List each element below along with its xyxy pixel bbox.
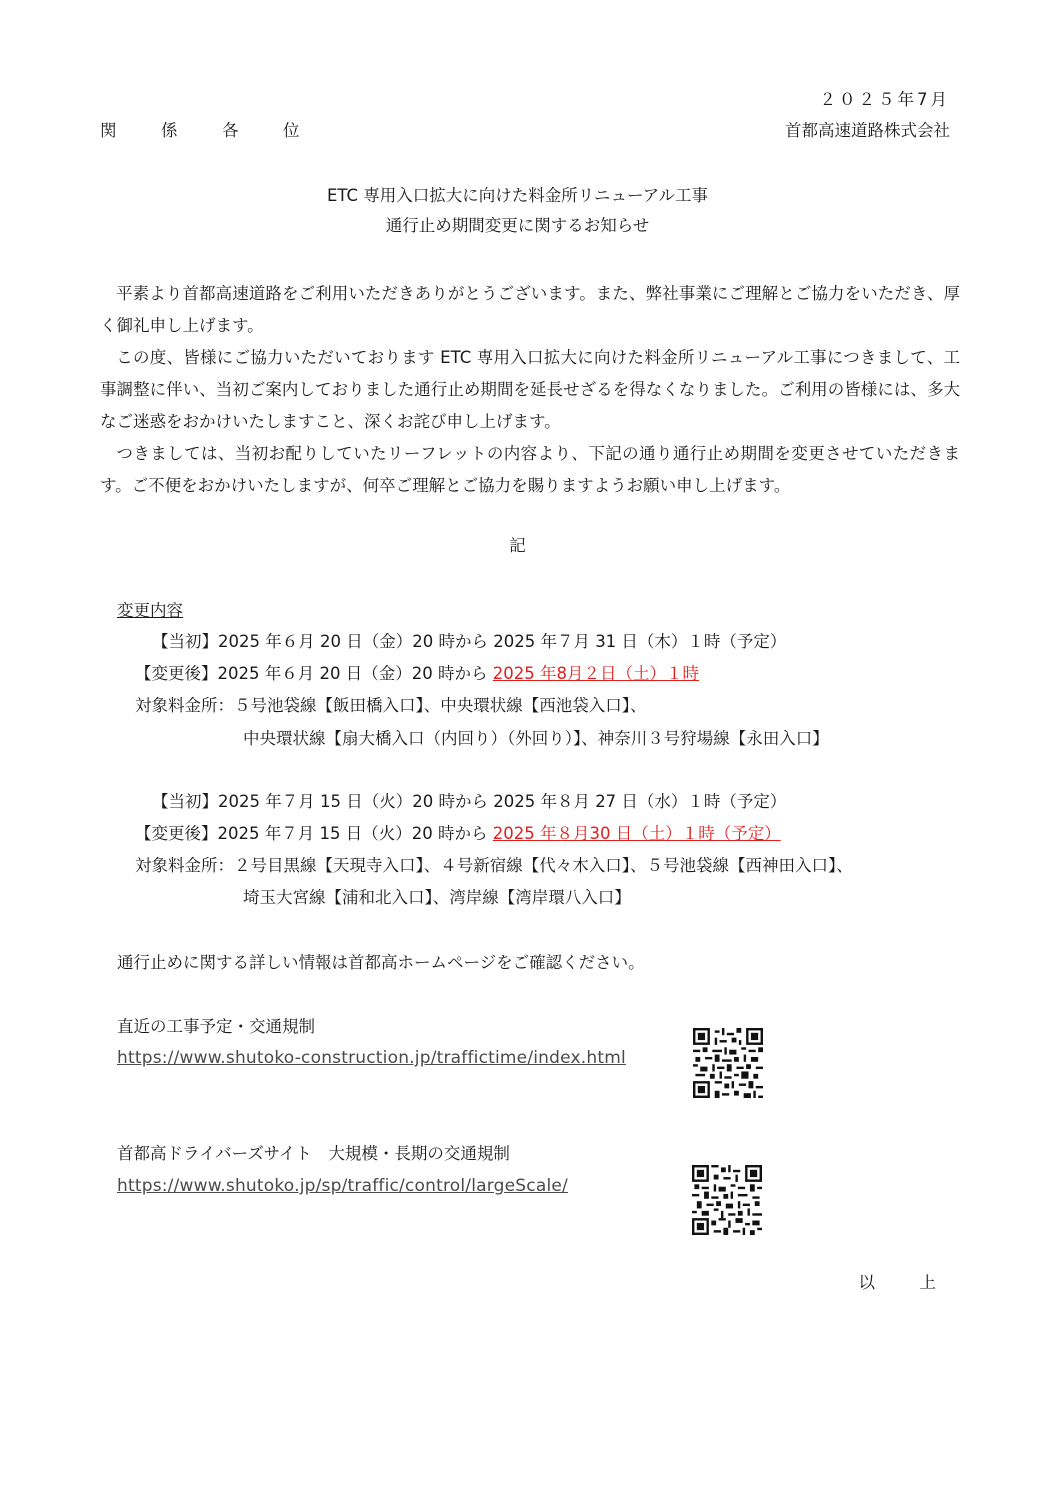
block2-revised-highlight: 2025 年８月30 日（土）１時（予定）: [492, 824, 781, 843]
block2-revised-period: [135, 826, 781, 843]
block2-revised-prefix: 【変更後】2025 年７月 15 日（火）20 時から: [135, 824, 493, 843]
ki-heading: 記: [509, 536, 526, 555]
addressee: 関 係 各 位: [100, 121, 314, 140]
link1-url[interactable]: https://www.shutoko-construction.jp/traffictime/index.html: [117, 1048, 626, 1068]
block1-original-period: 【当初】2025 年６月 20 日（金）20 時から 2025 年７月 31 日（木）１時（予定）: [152, 632, 787, 651]
qr-code-icon: [693, 1028, 763, 1098]
body-paragraph-1-text: 平素より首都高速道路をご利用いただきありがとうございます。また、弊社事業にご理解とご協力をいただき、厚く御礼申し上げます。: [100, 284, 960, 335]
block1-revised-highlight: 2025 年8月２日（土）１時: [492, 664, 699, 683]
body-paragraph-3: [100, 438, 960, 502]
link1-label: 直近の工事予定・交通規制: [117, 1017, 315, 1036]
qr-code-icon: [692, 1165, 762, 1235]
body-paragraph-3-text: つきましては、当初お配りしていたリーフレットの内容より、下記の通り通行止め期間を変更させていただきます。ご不便をおかけいたしますが、何卒ご理解とご協力を賜りますようお願い申し上げます。: [100, 444, 960, 495]
block1-revised-prefix: 【変更後】2025 年６月 20 日（金）20 時から: [135, 664, 493, 683]
block2-targets-line-2: 埼玉大宮線【浦和北入口】、湾岸線【湾岸環八入口】: [243, 888, 631, 907]
block2-targets-line-1: 対象料金所：２号目黒線【天現寺入口】、４号新宿線【代々木入口】、５号池袋線【西神田入口】、: [135, 856, 853, 875]
changes-heading: 変更内容: [117, 601, 183, 620]
date: ２０２５年7月: [819, 90, 950, 109]
block1-revised-period: [135, 666, 699, 683]
company-name: 首都高速道路株式会社: [785, 121, 950, 140]
link2-url[interactable]: https://www.shutoko.jp/sp/traffic/control/largeScale/: [117, 1176, 568, 1196]
title-line-1: ETC 専用入口拡大に向けた料金所リニューアル工事: [327, 186, 708, 205]
body-paragraph-2-text: この度、皆様にご協力いただいております ETC 専用入口拡大に向けた料金所リニューアル工事につきまして、工事調整に伴い、当初ご案内しておりました通行止め期間を延長せざるを得なくなりました。ご利用の皆様には、多大なご迷惑をおかけいたしますこと、深くお詫び申し上げます。: [100, 348, 960, 431]
block2-original-period: 【当初】2025 年７月 15 日（火）20 時から 2025 年８月 27 日（水）１時（予定）: [152, 792, 787, 811]
block1-targets-line-2: 中央環状線【扇大橋入口（内回り）（外回り）】、神奈川３号狩場線【永田入口】: [243, 729, 829, 748]
closing: 以 上: [858, 1273, 950, 1292]
body-paragraph-1: [100, 278, 960, 342]
link2-label: 首都高ドライバーズサイト 大規模・長期の交通規制: [117, 1144, 510, 1163]
body-paragraph-2: [100, 342, 960, 438]
block1-targets-line-1: 対象料金所：５号池袋線【飯田橋入口】、中央環状線【西池袋入口】、: [135, 696, 647, 715]
title-line-2: 通行止め期間変更に関するお知らせ: [385, 216, 650, 235]
qr-code-1-graphic: [693, 1028, 763, 1098]
info-note: 通行止めに関する詳しい情報は首都高ホームページをご確認ください。: [117, 953, 645, 972]
qr-code-2-graphic: [692, 1165, 762, 1235]
